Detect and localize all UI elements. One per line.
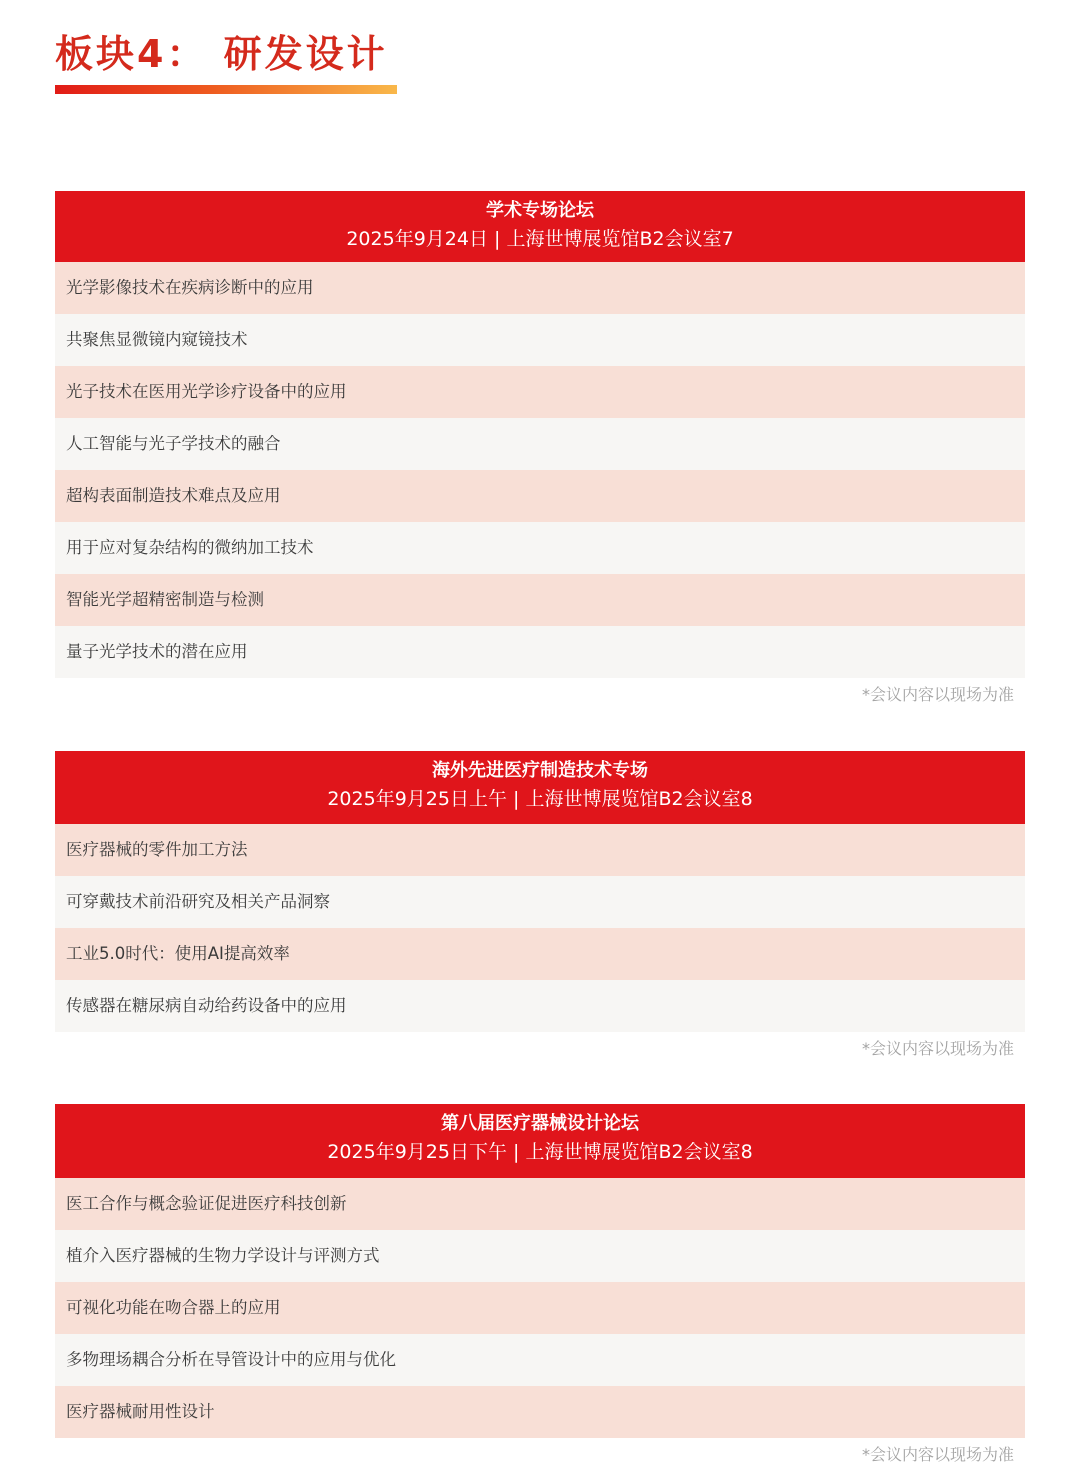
- disclaimer-note: *会议内容以现场为准: [861, 685, 1014, 704]
- topic-row: 多物理场耦合分析在导管设计中的应用与优化: [55, 1334, 1025, 1386]
- session-overseas-manufacturing: [55, 751, 1025, 1066]
- session-date-location: 2025年9月25日下午 | 上海世博展览馆B2会议室8: [327, 1141, 753, 1163]
- topic-row: 光子技术在医用光学诊疗设备中的应用: [55, 366, 1025, 418]
- page-title: 板块4： 研发设计: [55, 32, 388, 76]
- session-title: 海外先进医疗制造技术专场: [432, 760, 648, 781]
- topic-row: 可视化功能在吻合器上的应用: [55, 1282, 1025, 1334]
- session-header: [55, 191, 1025, 262]
- topic-row: 医疗器械的零件加工方法: [55, 824, 1025, 876]
- disclaimer-note: *会议内容以现场为准: [861, 1445, 1014, 1464]
- session-device-design-forum: [55, 1104, 1025, 1472]
- topic-row: 人工智能与光子学技术的融合: [55, 418, 1025, 470]
- topic-row: 可穿戴技术前沿研究及相关产品洞察: [55, 876, 1025, 928]
- session-title: 第八届医疗器械设计论坛: [441, 1113, 639, 1134]
- title-underline: [55, 85, 397, 94]
- topic-row: 智能光学超精密制造与检测: [55, 574, 1025, 626]
- topic-row: 用于应对复杂结构的微纳加工技术: [55, 522, 1025, 574]
- topic-row: 超构表面制造技术难点及应用: [55, 470, 1025, 522]
- session-header: [55, 751, 1025, 824]
- topic-row: 光学影像技术在疾病诊断中的应用: [55, 262, 1025, 314]
- disclaimer-note: *会议内容以现场为准: [861, 1039, 1014, 1058]
- session-header: [55, 1104, 1025, 1178]
- session-academic-forum: [55, 191, 1025, 712]
- topic-list: [55, 824, 1025, 1032]
- topic-row: 传感器在糖尿病自动给药设备中的应用: [55, 980, 1025, 1032]
- topic-row: 医工合作与概念验证促进医疗科技创新: [55, 1178, 1025, 1230]
- session-title: 学术专场论坛: [486, 200, 594, 221]
- topic-row: 医疗器械耐用性设计: [55, 1386, 1025, 1438]
- session-date-location: 2025年9月24日 | 上海世博展览馆B2会议室7: [346, 228, 734, 250]
- topic-row: 共聚焦显微镜内窥镜技术: [55, 314, 1025, 366]
- topic-list: [55, 262, 1025, 678]
- topic-row: 植介入医疗器械的生物力学设计与评测方式: [55, 1230, 1025, 1282]
- topic-row: 量子光学技术的潜在应用: [55, 626, 1025, 678]
- topic-list: [55, 1178, 1025, 1438]
- topic-row: 工业5.0时代：使用AI提高效率: [55, 928, 1025, 980]
- session-date-location: 2025年9月25日上午 | 上海世博展览馆B2会议室8: [327, 788, 753, 810]
